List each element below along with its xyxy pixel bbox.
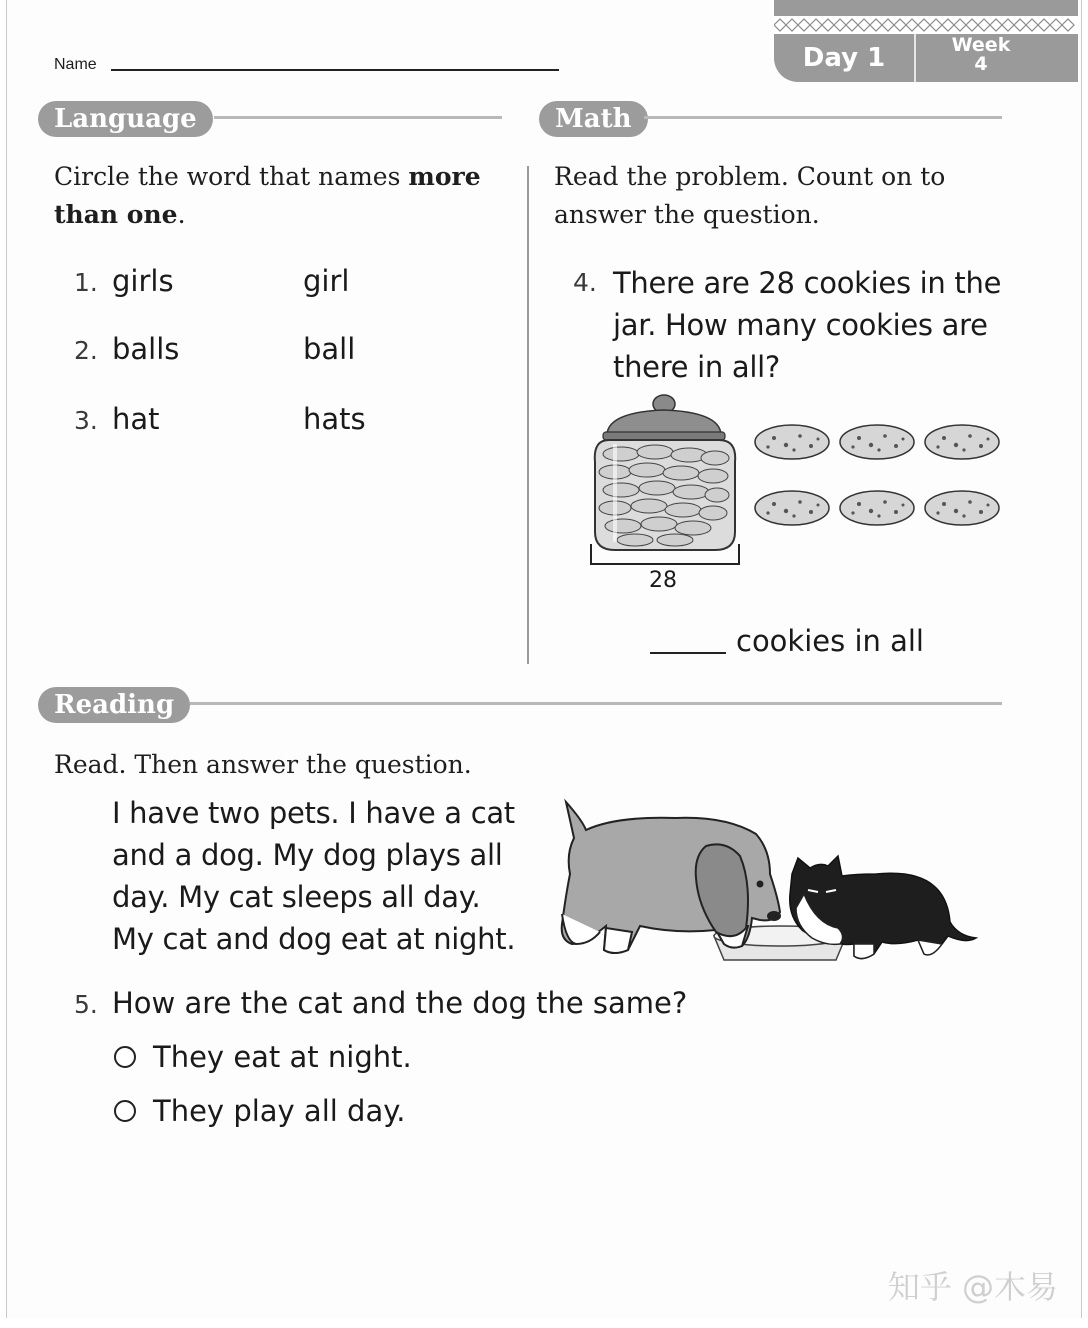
item-number: 1. [74,268,98,297]
reading-question: How are the cat and the dog the same? [112,986,688,1020]
week-number: 4 [974,53,988,75]
dog-and-cat-illustration [556,794,982,966]
math-problem-text [613,262,1013,388]
day-label: Day 1 [802,43,886,73]
answer-suffix: cookies in all [736,624,924,658]
name-write-line[interactable] [111,69,559,71]
item-number: 3. [74,406,98,435]
math-instruction: Read the problem. Count on to answer the question. [554,162,946,229]
cookie [755,491,829,525]
cookie [840,491,914,525]
reading-header-rule [190,702,1002,705]
cookie [840,425,914,459]
word-option[interactable]: balls [112,332,180,366]
option-radio[interactable] [114,1100,136,1122]
passage-line: My cat and dog eat at night. [112,922,516,956]
problem-line: jar. How many cookies are [613,308,988,342]
language-section-header: Language [38,101,213,137]
reading-passage [112,792,542,960]
day-week-tab [774,0,1078,82]
week-text: Week [951,34,1011,56]
question-number: 5. [74,990,98,1019]
item-number: 2. [74,336,98,365]
name-label: Name [54,56,97,73]
cookie [925,425,999,459]
word-option[interactable]: hat [112,402,160,436]
reading-instruction: Read. Then answer the question. [54,750,472,779]
watermark-text: 知乎 @木易 [887,1268,1058,1306]
answer-option[interactable]: They play all day. [153,1094,406,1128]
loose-cookies [752,420,1002,530]
reading-section-header: Reading [38,687,190,723]
word-option[interactable]: ball [303,332,356,366]
cookie [925,491,999,525]
passage-line: I have two pets. I have a cat [112,796,515,830]
cookie-jar-illustration [585,392,745,570]
problem-number: 4. [573,268,597,297]
language-instruction-lead: Circle the word that names [54,162,409,191]
jar-count-label: 28 [649,568,677,593]
math-section-header: Math [539,101,648,137]
passage-line: day. My cat sleeps all day. [112,880,481,914]
diamond-pattern-decoration [774,16,1078,34]
math-header-rule [644,116,1002,119]
cookie [755,425,829,459]
language-instruction-bold: more than one [54,162,481,229]
language-instruction-end: . [177,200,186,229]
language-header-rule [214,116,502,119]
word-option[interactable]: girl [303,264,350,298]
language-instruction [54,158,494,234]
answer-blank[interactable] [650,652,726,654]
problem-line: There are 28 cookies in the [613,266,1002,300]
column-divider [527,166,529,664]
passage-line: and a dog. My dog plays all [112,838,503,872]
week-label [916,36,1046,74]
option-radio[interactable] [114,1046,136,1068]
problem-line: there in all? [613,350,780,384]
word-option[interactable]: hats [303,402,366,436]
answer-option[interactable]: They eat at night. [153,1040,412,1074]
word-option[interactable]: girls [112,264,174,298]
